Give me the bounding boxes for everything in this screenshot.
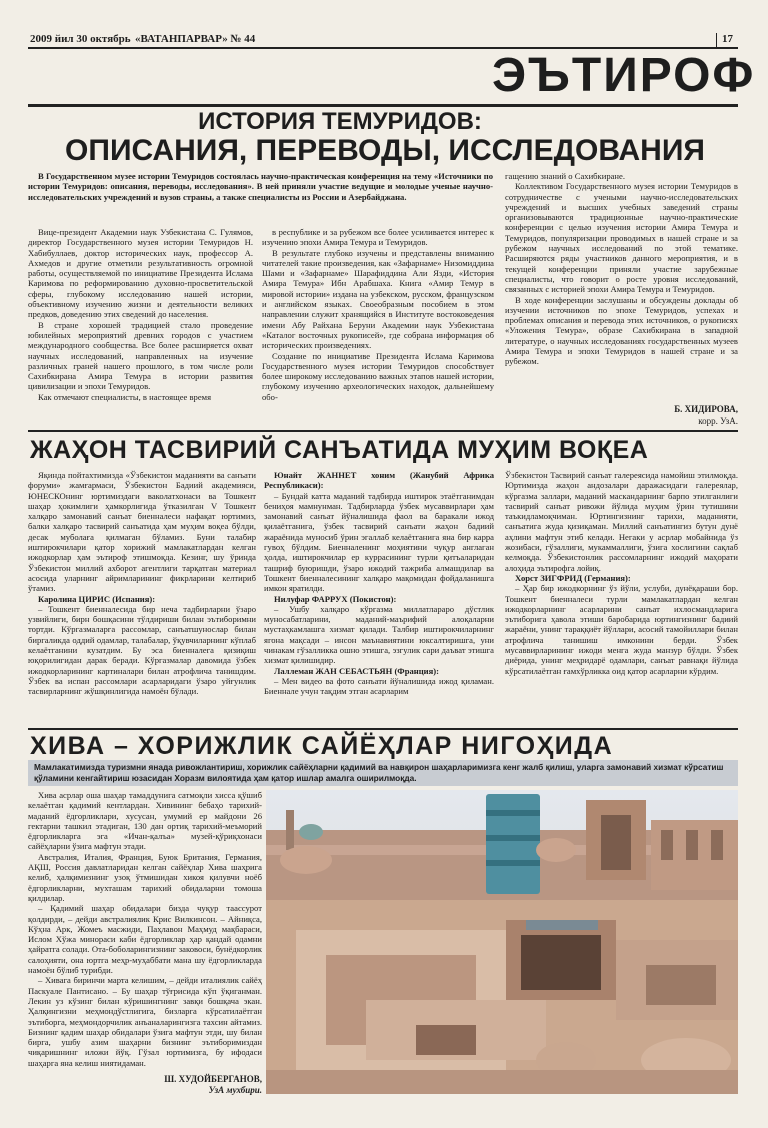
section-banner: ЭЪТИРОФ [492, 49, 756, 102]
article2-title: ЖАҲОН ТАСВИРИЙ САНЪАТИДА МУҲИМ ВОҚЕА [30, 436, 649, 464]
page-number: 17 [722, 33, 733, 45]
article1-column-3: гащению знаний о Сахибкиране. Коллективом Государственного музея истории Темуридов в сотрудничестве с учеными научно-исследовательских учреждений и высших учебных заведений страны организовываются традиционные научно-практические конференции с целью изучения истории Амира Темура и Темуридов, популяризации проводимых в нашей стране и за рубежом научных исследований по этой тематике. Расширяются ряды участников данного мероприятия, и в текущей конференции приняли участие зарубежные специалисты, что говорит о росте уровня исследований, связанных с историей эпохи Амира Темура и Темуридов. В ходе конференции заслушаны и обсуждены доклады об изучении источников по эпохе Темуридов, успехах и проблемах описания и перевода этих источников, о рукописях «Уложения Темура», образе Сахибкирана в западной литературе, о научных исследованиях государственных музеев Амира Темура и эпохи Темуридов в нашей стране и за рубежом. [505, 171, 738, 367]
article3-title: ХИВА – ХОРИЖЛИК САЙЁҲЛАР НИГОҲИДА [30, 732, 614, 760]
paper-name: «ВАТАНПАРВАР» № 44 [135, 33, 256, 45]
article1-title-line1: ИСТОРИЯ ТЕМУРИДОВ: [198, 108, 482, 135]
article3-author-role: УзА мухбири. [208, 1085, 262, 1095]
article1-author-role: корр. УзА. [698, 416, 738, 426]
article1-author: Б. ХИДИРОВА, [674, 404, 738, 414]
article1-rule [28, 430, 738, 432]
article1-column-1: Вице-президент Академии наук Узбекистана С. Гулямов, директор Государственного музея истории Темуридов Н. Хабибуллаев, доктор исторических наук, профессор А. Ахмедов и другие отметили результативность огромной работы, осуществляемой по инициативе Президента Ислама Каримова по реформированию духовно-просветительской сферы, глубокому исследованию нашей истории, объективному изучению жизни и деятельности великих предков, доведению этих сведений до населения. В стране хорошей традицией стало проведение юбилейных мероприятий древних городов с участием международного сообщества. Все более расширяется охват научных исследований, направленных на изучение различных граней нашего прошлого, в том числе роли Сахибкирана Амира Темура в истории развития цивилизации и эпохи Темуридов. Как отмечают специалисты, в настоящее время [28, 227, 253, 402]
khiva-photo [266, 790, 738, 1094]
article2-column-1: Яқинда пойтахтимизда «Ўзбекистон маданияти ва санъати форуми» жамғармаси, Ўзбекистон Бадиий академияси, ЮНЕСКОнинг юртимиздаги ваколатхонаси ва Тошкент шаҳар ҳокимлиги ҳамкорлигида ўтказилган V Тошкент халқаро замонавий санъат биенналеси нафақат юртимиз, балки халқаро тасвирий санъатида ҳам муҳим воқеа бўлди, десак муболаға қилмаган бўламиз. Буни талабир иштирокчилари қатор хорижий мамлакатлардан келган ижодкорлар ҳам эътироф этишмоқда. Кезинг, шу ўринда Ўзбекистон миллий ахборот агентлиги тарқатган материал асосида уларнинг айримларининг фикрларини келтириб ўтамиз. Каролина ЦИРИС (Испания): – Тошкент биенналесида бир неча тадбирларни ўзаро узвийлиги, бирн бошқасини тўлдириши билан эътиборимни тортди. Кўргазмаларга рассомлар, санъатшунослар билан биргаликда оддий одамлар, талабалар, ўқувчиларнинг кўплаб келаётганини кузатдим. Бу эса биенналега қизиқиш юқорилигидан дарак беради. Кўргазмалар давомида ўзбек ижодкорларининг картиналари билан атрофлича танишдим. Ўзбек ва испан рассомлари асарларидаги ўзаро уйғунлик тасвирларнинг жўшқинлигида намоён бўлади. [28, 470, 256, 697]
article2-column-3: Ўзбекистон Тасвирий санъат галереясида намойиш этилмоқда. Юртимизда жаҳон андозалари даражасидаги галереялар, кўргазма заллари, маданий маскандарнинг барпо этилганлиги тасвирий санъат ривожи йўлида муҳим ўрин тутишини таъкидламоқчиман. Юртингизнинг тарихи, маданияти, санъатига жуда қизиқаман. Миллий санъатингиз бутун дунё аҳлини мафтун этиб келади. Негаки у асрлар мобайнида ўз жозибаси, гўзаллиги, мукаммаллиги, ўзига хослигини сақлаб келмоқда. Ўзбекистонлик рассомларнинг ижодий маҳорати алоҳида эътирофга лойиқ. Хорст ЗИГФРИД (Германия): – Ҳар бир ижодкорнинг ўз йўли, услуби, дунёқараши бор. Тошкент биенналеси турли мамлакатлардан келган ижодкорларнинг асарларини санъат ихлосмандларига эътиборига ҳавола этиши баробарида юртингизнинг бадиий жараёни, унинг тараққиёт йўллари, асосий тамойиллари билан атрофлича танишиш имконини берди. Ўзбек мусаввирларининг ижоди менга жуда манзур бўлди. Ўзбек диёрида, унинг меҳридарё одамлари, санъат равнақи йўлида кўрсатилаётган ғамхўрликка оид қатор асарларни кўрдим. [505, 470, 738, 676]
article2-column-2: Юнайт ЖАННЕТ хоним (Жанубий Африка Республикаси): – Бундай катта маданий тадбирда иштирок этаётганимдан бениҳоя мамнунман. Тадбирларда ўзбек мусаввирлари ҳам замонавий санъат йўналишида фаол ва баракали ижод қилаётганига, ўзбек тасвирий санъати жаҳон бадиий жараёнида муносиб ўрин эгаллаб келаётганига яна бир карра гувоҳ бўлдим. Биенналенинг моҳиятини чуқур англаган ҳолда, иштирокчилар ер куррасининг турли қитъаларидан ташриф буюришди, ўзаро ижодий тажриба алмашдилар ва Тошкент биенналесининг халқаро мақомидан фойдаланишга имкон яратилди. Нилуфар ФАРРУХ (Покистон): – Ушбу халқаро кўргазма миллатлараро дўстлик муносабатларини, маданий-маърифий алоқаларни мустаҳкамлашга хизмат қилади. Талбир иштирокчиларнинг ягона мақсади – инсон маънавиятини юксалтиришга, уни чинакам гўзалликка ошно этишга, эзгулик сари даъват этишга хизмат қилишидир. Лаллеман ЖАН СЕБАСТЬЯН (Франция): – Мен видео ва фото санъати йўналишида ижод қиламан. Биеннале учун тақдим этган асарларим [264, 470, 494, 697]
article1-lead: В Государственном музее истории Темуридов состоялась научно-практическая конференция на тему «Источники по истории Темуридов: описания, переводы, исследования». В ней приняли участие ведущие и молодые ученые научно-исследовательских учреждений и вузов страны, а также специалисты из России и Азербайджана. [28, 171, 493, 202]
article3-column: Хива асрлар оша шаҳар тамаддунига сатмоқли хисса қўшиб келаётган қадимий кентлардан. Хивининг бебаҳо тарихий-маданий ёдгорликлари, хусусан, умумий ер майдони 26 гектарни ташкил этадиган, 130 дан ортиқ тарихий-меъморий ёдгорликларга эга «Ичан-қалъа» музей-қўриқхонаси сайёҳларни ўзига мафтун этади. Австралия, Италия, Франция, Буюк Британия, Германия, АҚШ, Россия давлатларидан келган сайёҳлар Хива шаҳрига келиб, ҳалқимизнинг узоқ ўтмишидан хикоя қилувчи ноёб ёдгорликларни, мухташам тарихий обидаларни томоша қилдилар. – Қадимий шаҳар обидалари бизда чуқур таассурот қолдирди, – дейди австралиялик Крис Вилкинсон. – Айниқса, Кўҳна Арк, Жомеъ масжиди, Паҳлавон Маҳмуд мақбараси, Ислом Хўжа минораси каби ёдгорликлар ҳар қандай одамни ҳайратга солади. Ота-боболарингизнинг заковоси, бунёдкорлик салоҳияти, она юртга меҳр-муҳаббати мана шу ёдгорликларда намоён бўлиб турибди. – Хивага биринчи марта келишим, – дейди италиялик сайёҳ Паскуале Пантисано. – Бу шаҳар тўғрисида кўп ўқиганман. Лекин уз кўзинг билан кўришингнинг завқи бошқача экан. Ҳалқингизни меҳмондўстлигига, бизларга кўрсатилаётган эътиборга, меҳмондорчилик анъаналарингизга тахсин айтамиз. Бизнинг қадим шаҳар обидалари ўзига мафтун этди, шу билан бирга, ушбу азим шаҳарни бизнинг эътиборимиздан чиқаришнинг иложи йўқ. Гўзал юртимизга, бу ифодаси шаҳарга яна келиш ниятидаман. [28, 790, 262, 1068]
article3-author: Ш. ХУДОЙБЕРГАНОВ, [164, 1074, 262, 1084]
issue-date: 2009 йил 30 октябрь [30, 33, 131, 45]
article1-column-2: в республике и за рубежом все более усиливается интерес к изучению эпохи Амира Темура и Темуридов. В результате глубоко изучены и представлены вниманию читателей такие произведения, как «Зафарнаме» Низомиддина Шами и «Зафарнаме» Шарафиддина Али Язди, «История Амира Темура» Ибн Арабшаха. Книга «Амир Темур в мировой истории» издана на узбекском, русском, французском и английском языках. Своеобразным пособием в этом направлении служит хранящийся в Институте востоковедения имени Абу Райхана Беруни Академии наук Узбекистана «Каталог восточных рукописей», где собрана информация об исторических произведениях. Создание по инициативе Президента Ислама Каримова Государственного музея истории Темуридов способствует более широкому исследованию важных этапов нашей истории, глубокому изучению археологических находок, дальнейшему обо- [262, 227, 494, 402]
article3-intro-strip: Мамлакатимизда туризмни янада ривожлантириш, хорижлик сайёҳларни қадимий ва навқирон шаҳарларимизга кенг жалб қилиш, уларга замонавий хизмат кўрсатиш қўламини кенгайтириш юзасидан Хоразм вилоятида ҳам қатор ишлар амалга оширилмоқда. [28, 760, 738, 786]
article1-title-line2: ОПИСАНИЯ, ПЕРЕВОДЫ, ИССЛЕДОВАНИЯ [65, 134, 705, 167]
article2-rule [28, 728, 738, 730]
banner-rule [28, 104, 738, 107]
header-divider [716, 33, 717, 47]
